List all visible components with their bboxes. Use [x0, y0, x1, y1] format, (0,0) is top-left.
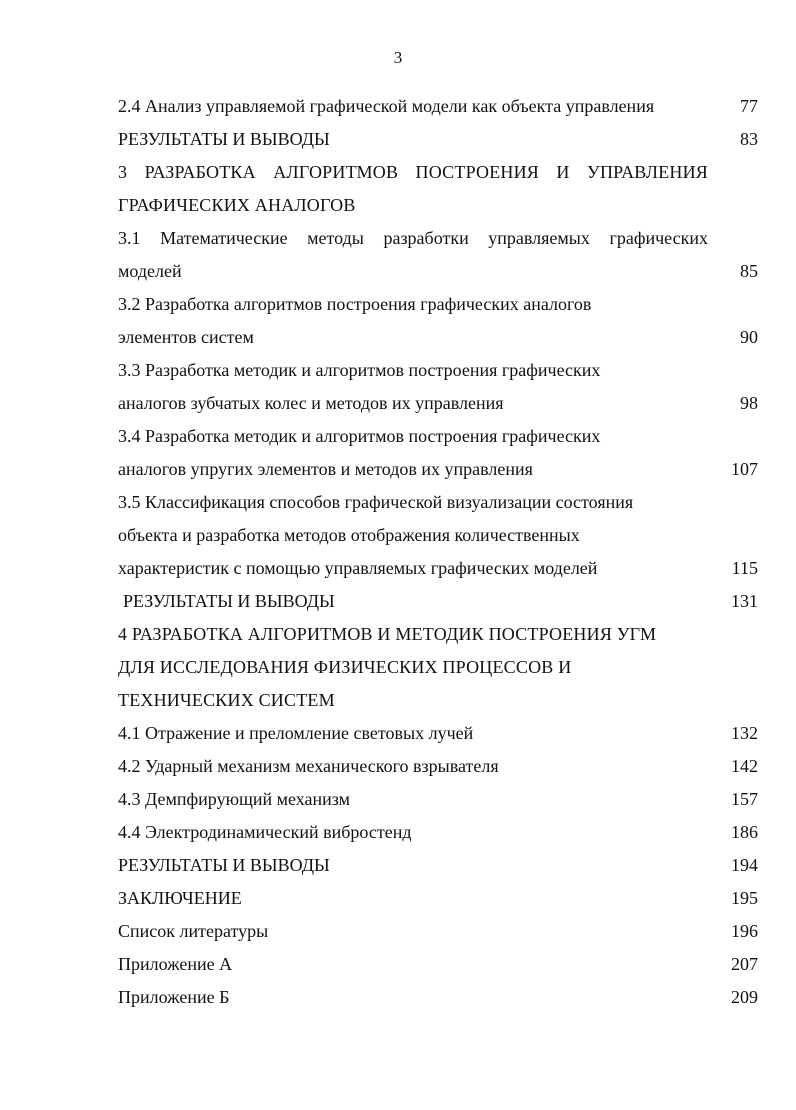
- toc-entry-text: 4.3 Демпфирующий механизм: [118, 789, 351, 809]
- toc-entry-page: 90: [740, 327, 758, 347]
- toc-entry-text: 4.4 Электродинамический вибростенд: [118, 822, 412, 842]
- toc-entry-page: 196: [731, 921, 758, 941]
- toc-entry-page: 186: [731, 822, 758, 842]
- toc-entry-text: характеристик с помощью управляемых графических моделей: [118, 558, 598, 578]
- toc-entry-page: 194: [731, 855, 758, 875]
- toc-entry-page: 207: [731, 954, 758, 974]
- toc-entry: [118, 717, 758, 750]
- toc-entry-text: РЕЗУЛЬТАТЫ И ВЫВОДЫ: [123, 591, 335, 611]
- toc-entry-text: аналогов зубчатых колес и методов их управления: [118, 393, 504, 413]
- toc-entry-text: РЕЗУЛЬТАТЫ И ВЫВОДЫ: [118, 855, 330, 875]
- toc-entry: [118, 948, 758, 981]
- toc-entry: [118, 420, 758, 453]
- toc-entry: [118, 189, 758, 222]
- toc-entry-page: 157: [731, 789, 758, 809]
- toc-entry-text: аналогов упругих элементов и методов их управления: [118, 459, 533, 479]
- toc-entry-text: 4.2 Ударный механизм механического взрывателя: [118, 756, 499, 776]
- toc-entry: [118, 453, 758, 486]
- toc-entry: [118, 684, 758, 717]
- toc-entry: [118, 882, 758, 915]
- toc-entry-text: объекта и разработка методов отображения количественных: [118, 525, 580, 545]
- toc-entry: [118, 519, 758, 552]
- toc-entry: [118, 816, 758, 849]
- table-of-contents: [118, 90, 758, 1014]
- toc-entry: [118, 651, 758, 684]
- toc-entry-text: ДЛЯ ИССЛЕДОВАНИЯ ФИЗИЧЕСКИХ ПРОЦЕССОВ И: [118, 657, 572, 677]
- toc-entry-text: 2.4 Анализ управляемой графической модели как объекта управления: [118, 96, 655, 116]
- toc-entry-page: 132: [731, 723, 758, 743]
- toc-entry-page: 98: [740, 393, 758, 413]
- toc-entry: [118, 981, 758, 1014]
- toc-entry: [118, 123, 758, 156]
- toc-entry-text: элементов систем: [118, 327, 254, 347]
- toc-entry-text: Список литературы: [118, 921, 269, 941]
- toc-entry-page: 195: [731, 888, 758, 908]
- toc-entry-text: 4 РАЗРАБОТКА АЛГОРИТМОВ И МЕТОДИК ПОСТРОЕНИЯ УГМ: [118, 624, 657, 644]
- toc-entry: [118, 849, 758, 882]
- toc-entry-text: ЗАКЛЮЧЕНИЕ: [118, 888, 242, 908]
- toc-entry-text: 3.1 Математические методы разработки управляемых графических: [118, 228, 708, 248]
- toc-entry-page: 85: [740, 261, 758, 281]
- toc-entry-page: 83: [740, 129, 758, 149]
- toc-entry-text: 4.1 Отражение и преломление световых лучей: [118, 723, 474, 743]
- toc-entry-page: 115: [731, 558, 758, 578]
- toc-entry: [118, 354, 758, 387]
- toc-entry-text: 3 РАЗРАБОТКА АЛГОРИТМОВ ПОСТРОЕНИЯ И УПРАВЛЕНИЯ: [118, 162, 708, 182]
- toc-entry-page: 142: [731, 756, 758, 776]
- toc-entry-text: Приложение Б: [118, 987, 230, 1007]
- toc-entry: [118, 585, 758, 618]
- page-number: 3: [393, 48, 403, 67]
- toc-entry: [118, 618, 758, 651]
- toc-entry-text: Приложение А: [118, 954, 233, 974]
- toc-entry: [118, 486, 758, 519]
- toc-entry: [118, 255, 758, 288]
- toc-entry: [118, 321, 758, 354]
- toc-entry: [118, 387, 758, 420]
- toc-entry-text: 3.2 Разработка алгоритмов построения графических аналогов: [118, 294, 592, 314]
- toc-entry-text: ГРАФИЧЕСКИХ АНАЛОГОВ: [118, 195, 356, 215]
- toc-entry: [118, 222, 708, 255]
- toc-entry: [118, 915, 758, 948]
- toc-entry-text: 3.4 Разработка методик и алгоритмов построения графических: [118, 426, 601, 446]
- toc-entry: [118, 288, 758, 321]
- toc-entry-page: 77: [740, 96, 758, 116]
- toc-entry-text: моделей: [118, 261, 182, 281]
- toc-entry: [118, 552, 758, 585]
- toc-entry: [118, 783, 758, 816]
- toc-entry-text: ТЕХНИЧЕСКИХ СИСТЕМ: [118, 690, 335, 710]
- toc-entry-page: 107: [731, 459, 758, 479]
- toc-entry: [118, 156, 708, 189]
- toc-entry-text: 3.3 Разработка методик и алгоритмов построения графических: [118, 360, 601, 380]
- toc-entry-text: 3.5 Классификация способов графической визуализации состояния: [118, 492, 634, 512]
- toc-entry-page: 131: [731, 591, 758, 611]
- toc-entry-page: 209: [731, 987, 758, 1007]
- toc-entry: [118, 90, 758, 123]
- toc-entry: [118, 750, 758, 783]
- toc-entry-text: РЕЗУЛЬТАТЫ И ВЫВОДЫ: [118, 129, 330, 149]
